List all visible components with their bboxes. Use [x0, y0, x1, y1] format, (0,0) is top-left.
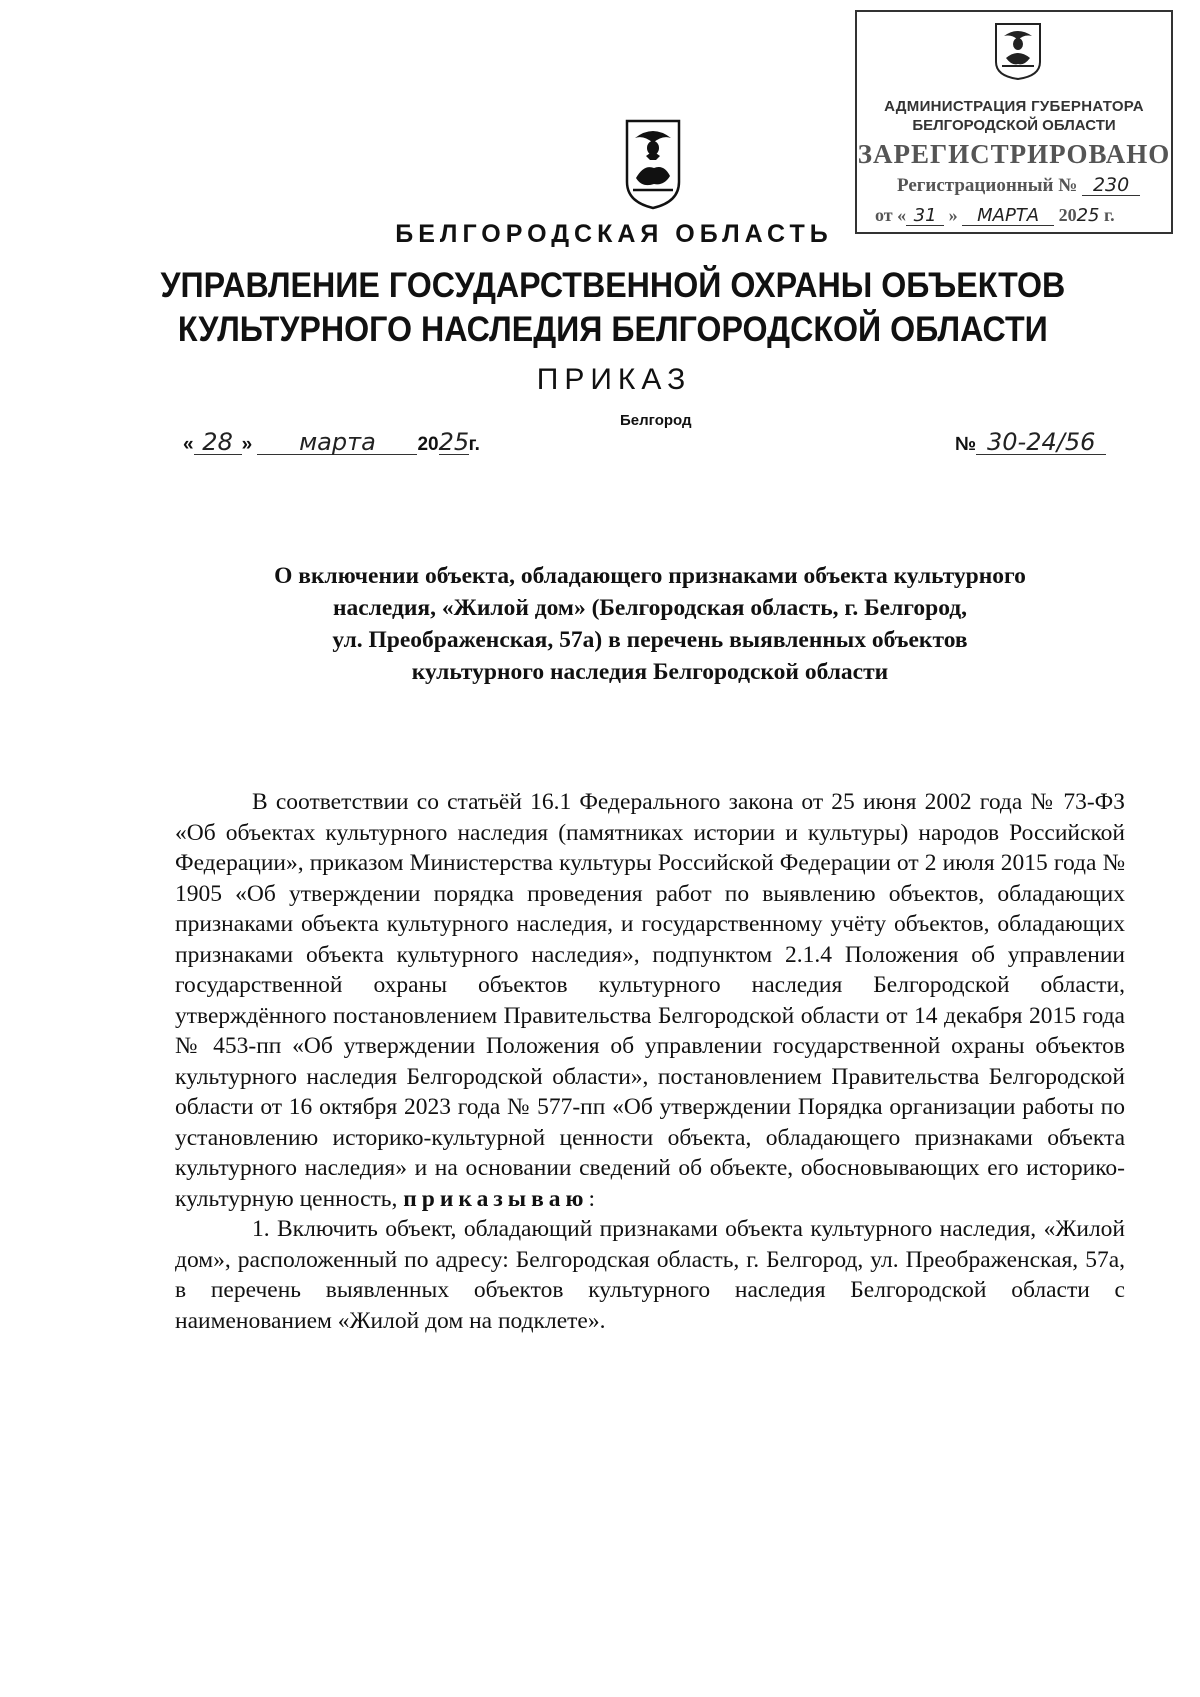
stamp-org-line2: БЕЛГОРОДСКОЙ ОБЛАСТИ [912, 117, 1116, 134]
title-line2: наследия, «Жилой дом» (Белгородская область, г. Белгород, [332, 595, 968, 621]
registration-stamp [855, 10, 1173, 234]
title-line3: ул. Преображенская, 57а) в перечень выявленных объектов [332, 627, 968, 653]
item-1-paragraph: 1. Включить объект, обладающий признаками объекта культурного наследия, «Жилой дом», расположенный по адресу: Белгородская область, г. Белгород, ул. Преображенская, 57а, в перечень выявленных объектов культурного наследия Белгородской области с наименованием «Жилой дом на подклете». [175, 1216, 1125, 1334]
stamp-date-prefix: от « [875, 205, 907, 225]
agency-name-line2: КУЛЬТУРНОГО НАСЛЕДИЯ БЕЛГОРОДСКОЙ ОБЛАСТИ [177, 310, 1048, 349]
region-name: БЕЛГОРОДСКАЯ ОБЛАСТЬ [395, 220, 833, 248]
order-date-year-suffix: 25 [438, 428, 470, 456]
order-number-value: 30-24/56 [976, 430, 1106, 455]
stamp-date-year-suffix: 25 [1076, 205, 1100, 226]
document-title [175, 560, 1125, 688]
document-type: ПРИКАЗ [536, 363, 692, 396]
order-word: приказываю [403, 1185, 589, 1212]
stamp-reg-label: Регистрационный № [897, 175, 1078, 196]
order-number [955, 430, 1106, 456]
order-colon: : [588, 1185, 596, 1212]
preamble-text: В соответствии со статьёй 16.1 Федерального закона от 25 июня 2002 года № 73-ФЗ «Об объектах культурного наследия (памятниках истории и культуры) народов Российской Федерации», приказом Министерства культуры Российской Федерации от 2 июля 2015 года № 1905 «Об утверждении порядка проведения работ по выявлению объектов, обладающих признаками объекта культурного наследия, и государственному учёту объектов, обладающих признаками объекта культурного наследия», подпунктом 2.1.4 Положения об управлении государственной охраны объектов культурного наследия Белгородской области, утверждённого постановлением Правительства Белгородской области от 14 декабря 2015 года № 453-пп «Об утверждении Положения об управлении государственной охраны объектов культурного наследия Белгородской области», постановлением Правительства Белгородской области от 16 октября 2023 года № 577-пп «Об утверждении Порядка организации работы по установлению историко-культурной ценности объекта, обладающего признаками объекта культурного наследия» и на основании сведений об объекте, обосновывающих его историко-культурную ценность, [175, 789, 1125, 1212]
stamp-date-month: МАРТА [962, 207, 1054, 226]
stamp-date-year-prefix: 20 [1058, 205, 1077, 225]
order-date-close-quote: » [241, 434, 253, 455]
stamp-status: ЗАРЕГИСТРИРОВАНО [857, 139, 1171, 169]
title-line1: О включении объекта, обладающего признаками объекта культурного [274, 563, 1026, 589]
preamble-paragraph [175, 787, 1125, 1214]
order-number-label: № [955, 434, 977, 455]
stamp-reg-number-line [897, 175, 1140, 197]
stamp-date-mid: » [948, 205, 958, 225]
order-date-open-quote: « [183, 434, 194, 455]
order-date-year-label: г. [468, 434, 480, 455]
stamp-reg-number: 230 [1082, 176, 1140, 196]
order-date-day: 28 [194, 430, 242, 455]
order-date-month: марта [257, 430, 417, 455]
stamp-org-line1: АДМИНИСТРАЦИЯ ГУБЕРНАТОРА [884, 98, 1144, 115]
order-date-year-prefix: 20 [417, 434, 439, 455]
order-date [183, 430, 480, 456]
agency-name-line1: УПРАВЛЕНИЕ ГОСУДАРСТВЕННОЙ ОХРАНЫ ОБЪЕКТОВ [160, 266, 1066, 305]
stamp-date-suffix: г. [1104, 205, 1115, 225]
coat-of-arms-icon [994, 22, 1042, 80]
stamp-date-day: 31 [906, 207, 944, 226]
title-line4: культурного наследия Белгородской области [411, 659, 889, 685]
city-name: Белгород [620, 412, 692, 429]
coat-of-arms-icon [624, 118, 682, 210]
document-body [175, 787, 1125, 1336]
